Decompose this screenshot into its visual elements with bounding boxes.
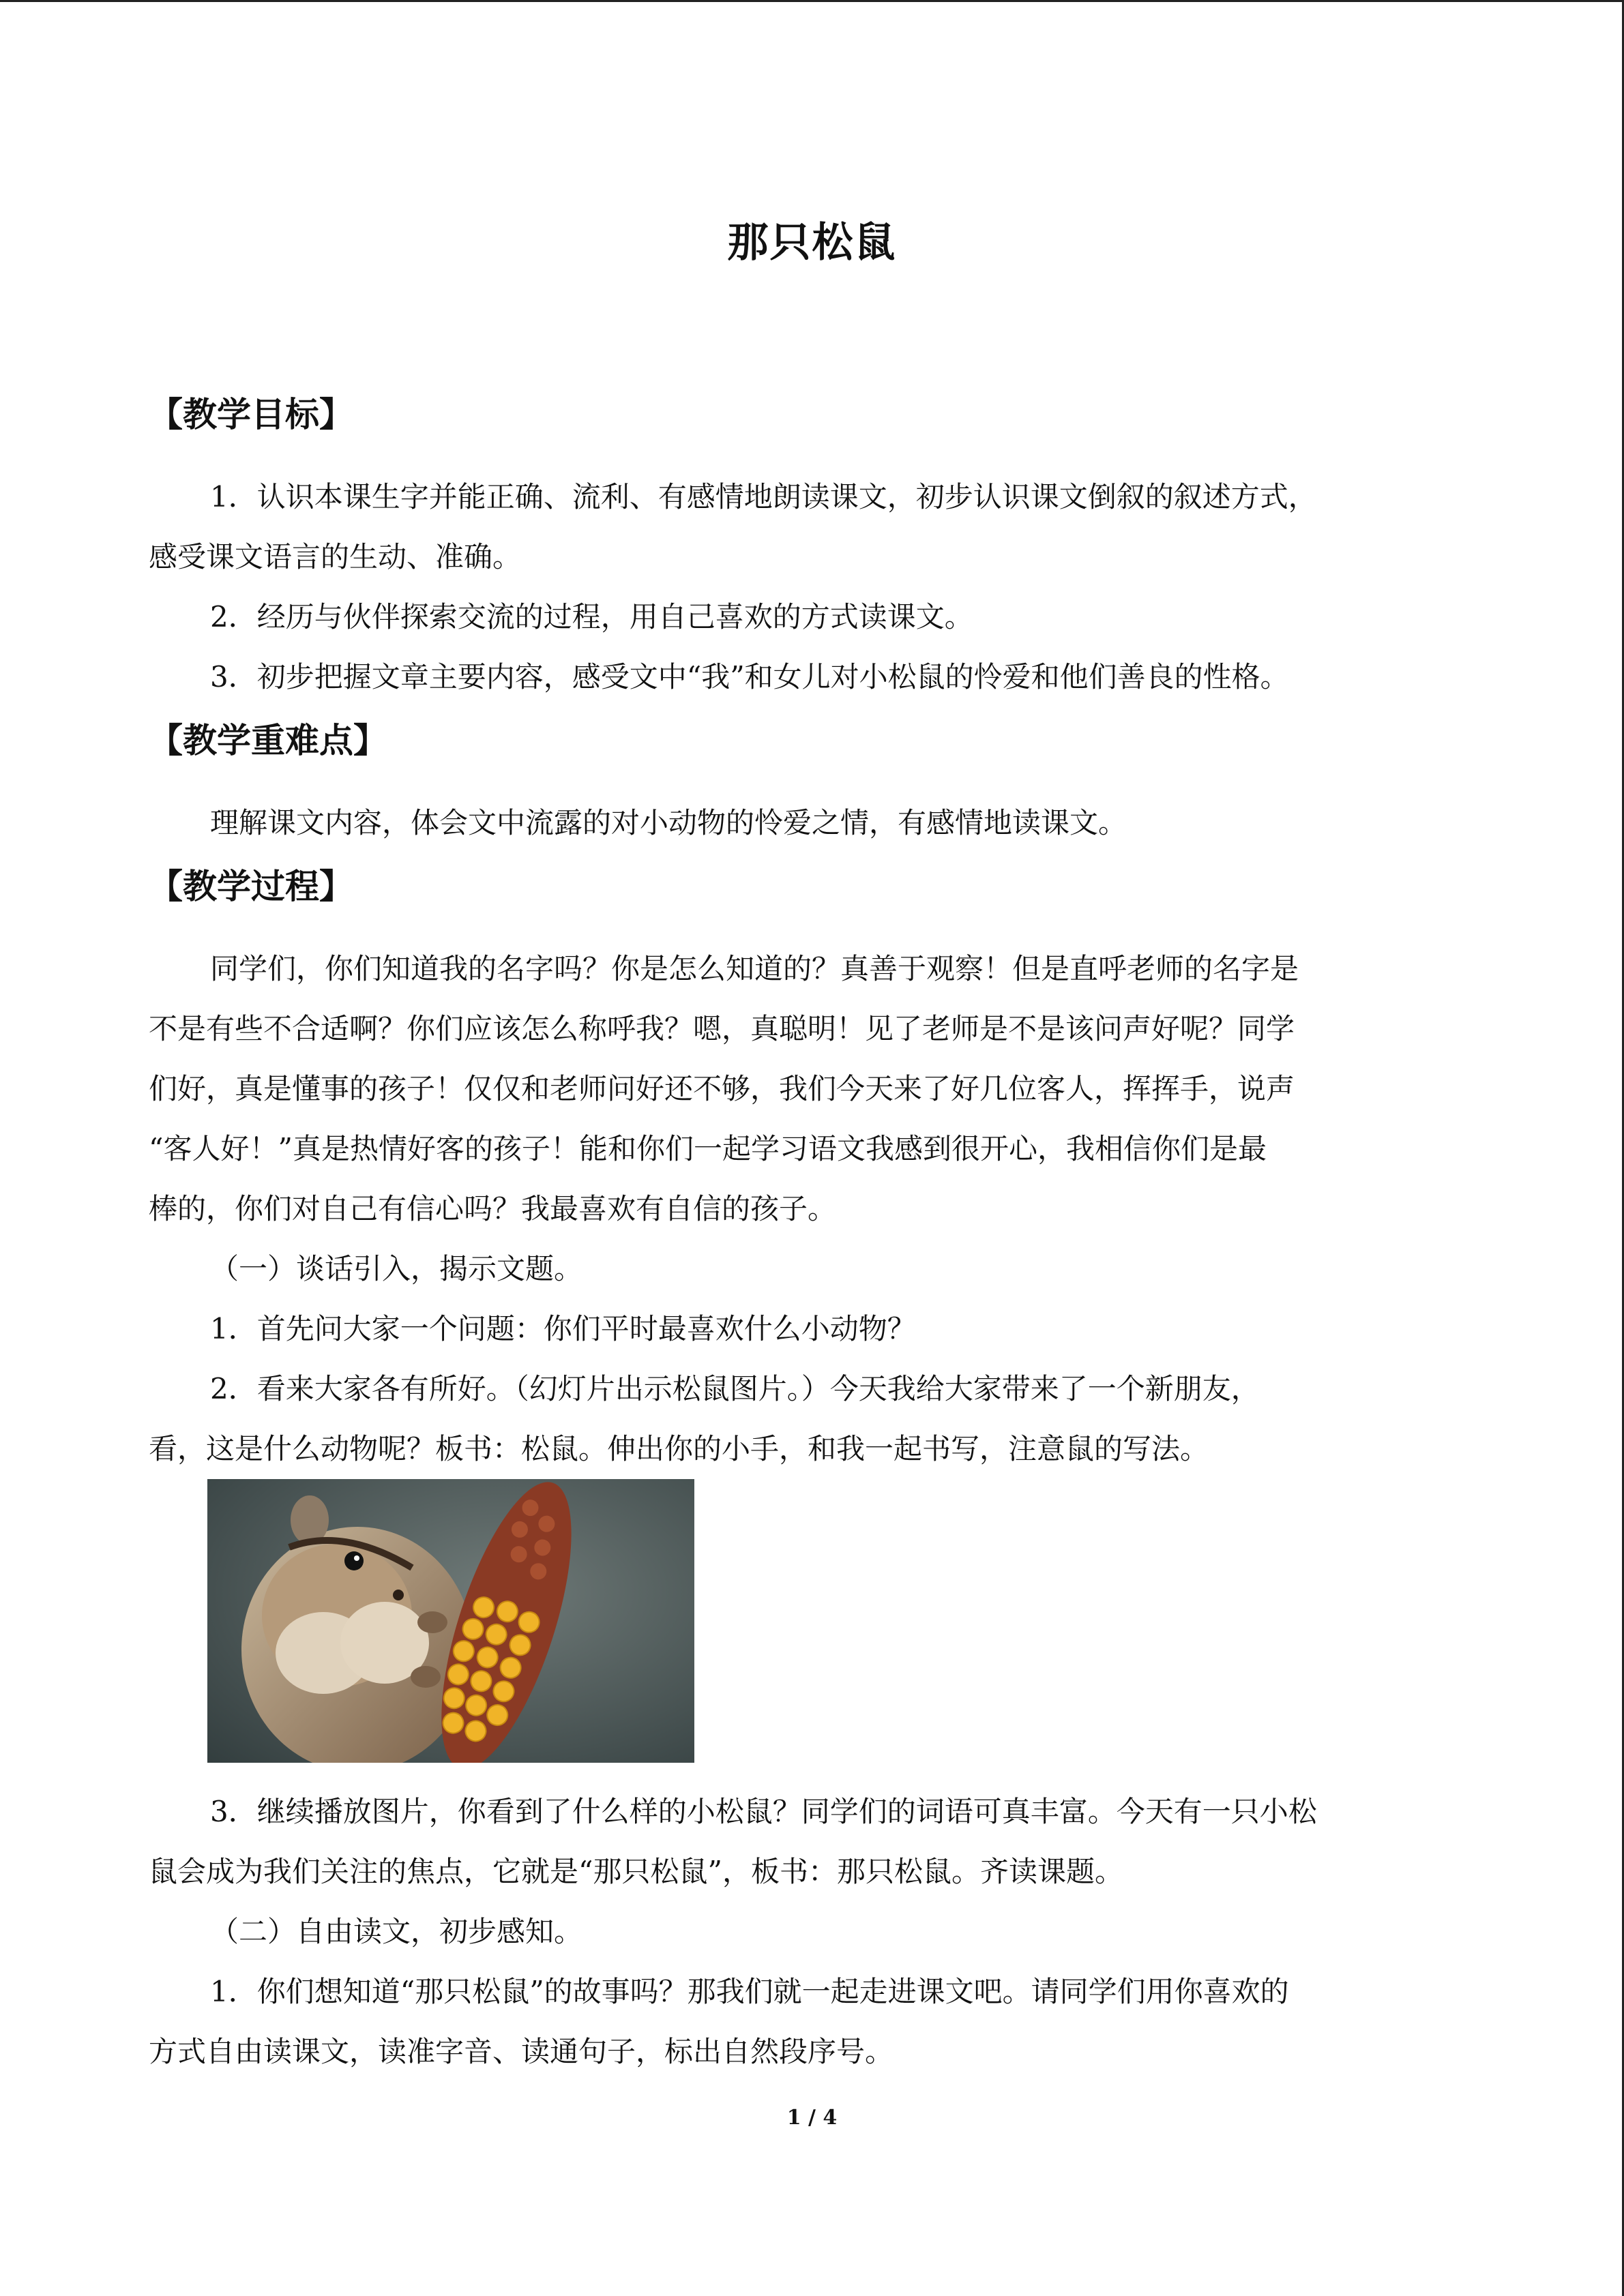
step2-item: 方式自由读课文，读准字音、读通句子，标出自然段序号。 [149, 2035, 894, 2068]
intro-line: 同学们，你们知道我的名字吗？你是怎么知道的？真善于观察！但是直呼老师的名字是 [210, 952, 1299, 985]
section-heading-goals: 【教学目标】 [149, 395, 353, 434]
page-title: 那只松鼠 [727, 219, 897, 267]
goal-line: 感受课文语言的生动、准确。 [149, 540, 522, 573]
intro-line: 不是有些不合适啊？你们应该怎么称呼我？嗯，真聪明！见了老师是不是该问声好呢？同学 [149, 1012, 1295, 1045]
section-heading-process: 【教学过程】 [149, 867, 353, 906]
squirrel-photo [207, 1479, 694, 1763]
step1-item: 1．首先问大家一个问题：你们平时最喜欢什么小动物？ [210, 1312, 916, 1345]
intro-line: 们好，真是懂事的孩子！仅仅和老师问好还不够，我们今天来了好几位客人，挥挥手，说声 [149, 1072, 1295, 1105]
goal-line: 3．初步把握文章主要内容，感受文中“我”和女儿对小松鼠的怜爱和他们善良的性格。 [210, 660, 1289, 694]
page-number: 1 / 4 [786, 2106, 838, 2130]
intro-line: 棒的，你们对自己有信心吗？我最喜欢有自信的孩子。 [149, 1192, 837, 1225]
goal-line: 2．经历与伙伴探索交流的过程，用自己喜欢的方式读课文。 [210, 600, 973, 633]
goal-line: 1．认识本课生字并能正确、流利、有感情地朗读课文，初步认识课文倒叙的叙述方式， [210, 480, 1317, 513]
step1-item: 看，这是什么动物呢？板书：松鼠。伸出你的小手，和我一起书写，注意鼠的写法。 [149, 1432, 1209, 1465]
step2-title: （二）自由读文，初步感知。 [210, 1915, 583, 1948]
step2-item: 1．你们想知道“那只松鼠”的故事吗？那我们就一起走进课文吧。请同学们用你喜欢的 [210, 1975, 1289, 2008]
step1-after: 3．继续播放图片，你看到了什么样的小松鼠？同学们的词语可真丰富。今天有一只小松 [210, 1795, 1317, 1828]
key-text: 理解课文内容，体会文中流露的对小动物的怜爱之情，有感情地读课文。 [210, 806, 1127, 839]
step1-title: （一）谈话引入，揭示文题。 [210, 1252, 583, 1285]
step1-item: 2．看来大家各有所好。（幻灯片出示松鼠图片。）今天我给大家带来了一个新朋友， [210, 1372, 1260, 1405]
intro-line: “客人好！”真是热情好客的孩子！能和你们一起学习语文我感到很开心，我相信你们是最 [149, 1132, 1267, 1165]
section-heading-key: 【教学重难点】 [149, 721, 387, 760]
step1-after: 鼠会成为我们关注的焦点，它就是“那只松鼠”，板书：那只松鼠。齐读课题。 [149, 1855, 1123, 1888]
